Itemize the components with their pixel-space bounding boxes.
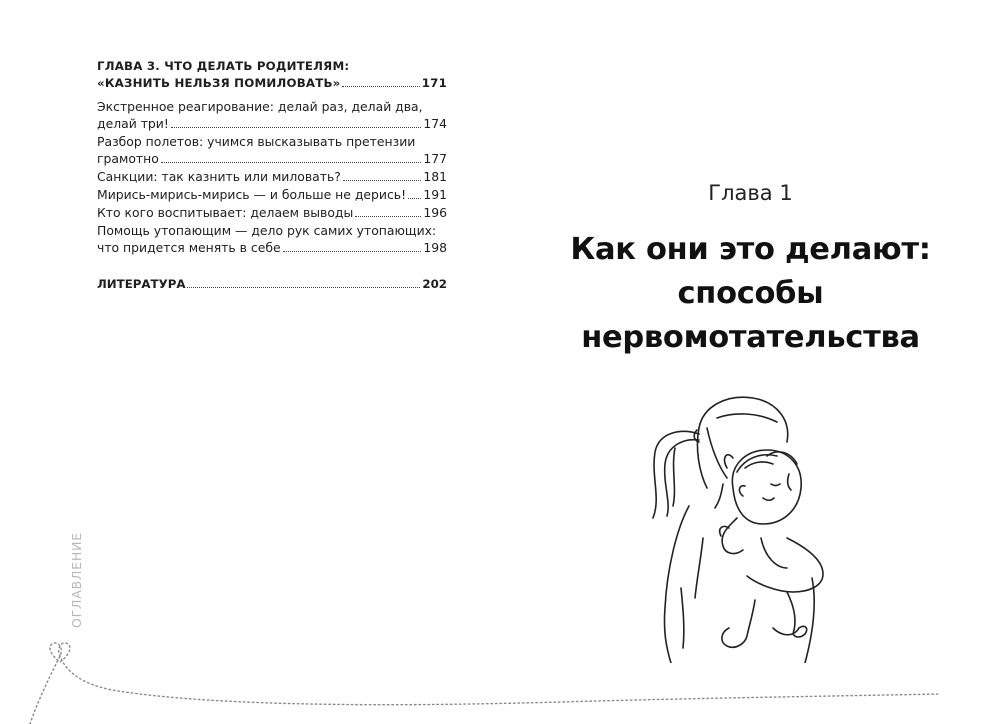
- left-page: [0, 0, 500, 724]
- toc-entry-line2: грамотно: [97, 151, 159, 166]
- table-of-contents: [97, 58, 447, 293]
- toc-entry-line1: Экстренное реагирование: делай раз, делай два,: [97, 99, 423, 114]
- toc-page-number: 174: [423, 116, 447, 131]
- dot-leader: [187, 286, 420, 288]
- dot-leader: [342, 85, 419, 87]
- toc-entry-line1: Санкции: так казнить или миловать?: [97, 169, 341, 184]
- toc-chapter-title-line1: ГЛАВА 3. ЧТО ДЕЛАТЬ РОДИТЕЛЯМ:: [97, 59, 350, 73]
- running-head: ОГЛАВЛЕНИЕ: [69, 532, 84, 628]
- chapter-label: Глава 1: [708, 181, 793, 205]
- toc-entry[interactable]: [97, 133, 447, 167]
- chapter-title-line3: нервомотательства: [581, 320, 920, 355]
- toc-entry-line1: Мирись-мирись-мирись — и больше не дерись!: [97, 187, 407, 202]
- toc-entry[interactable]: [97, 222, 447, 256]
- toc-entry-line1: Кто кого воспитывает: делаем выводы: [97, 205, 354, 220]
- toc-chapter-title-line2: «КАЗНИТЬ НЕЛЬЗЯ ПОМИЛОВАТЬ»: [97, 76, 341, 90]
- chapter-title-line2: способы: [677, 276, 824, 311]
- toc-literature-entry[interactable]: [97, 276, 447, 293]
- chapter-title: [500, 228, 1001, 360]
- toc-page-number: 191: [423, 187, 447, 202]
- toc-page-number: 198: [423, 240, 447, 255]
- toc-entry-line1: Помощь утопающим — дело рук самих утопающих:: [97, 223, 437, 238]
- toc-page-number: 202: [422, 277, 447, 291]
- mother-hugging-child-illustration: [637, 388, 837, 663]
- dot-leader: [355, 215, 421, 217]
- toc-literature-label: ЛИТЕРАТУРА: [97, 277, 186, 291]
- right-page: [500, 0, 1001, 724]
- toc-entry-line2: делай три!: [97, 116, 169, 131]
- chapter-title-line1: Как они это делают:: [570, 232, 931, 267]
- toc-entry[interactable]: [97, 204, 447, 221]
- toc-page-number: 177: [423, 151, 447, 166]
- dot-leader: [283, 250, 422, 252]
- dot-leader: [171, 126, 422, 128]
- toc-chapter-entry[interactable]: [97, 58, 447, 92]
- toc-entry[interactable]: [97, 98, 447, 132]
- dot-leader: [408, 197, 421, 199]
- dot-leader: [161, 161, 422, 163]
- toc-page-number: 196: [423, 205, 447, 220]
- toc-page-number: 171: [421, 76, 447, 90]
- dot-leader: [343, 179, 421, 181]
- toc-entry[interactable]: [97, 168, 447, 185]
- toc-entry-line1: Разбор полетов: учимся высказывать претензии: [97, 134, 416, 149]
- toc-page-number: 181: [423, 169, 447, 184]
- toc-entry-line2: что придется менять в себе: [97, 240, 281, 255]
- toc-entry[interactable]: [97, 186, 447, 203]
